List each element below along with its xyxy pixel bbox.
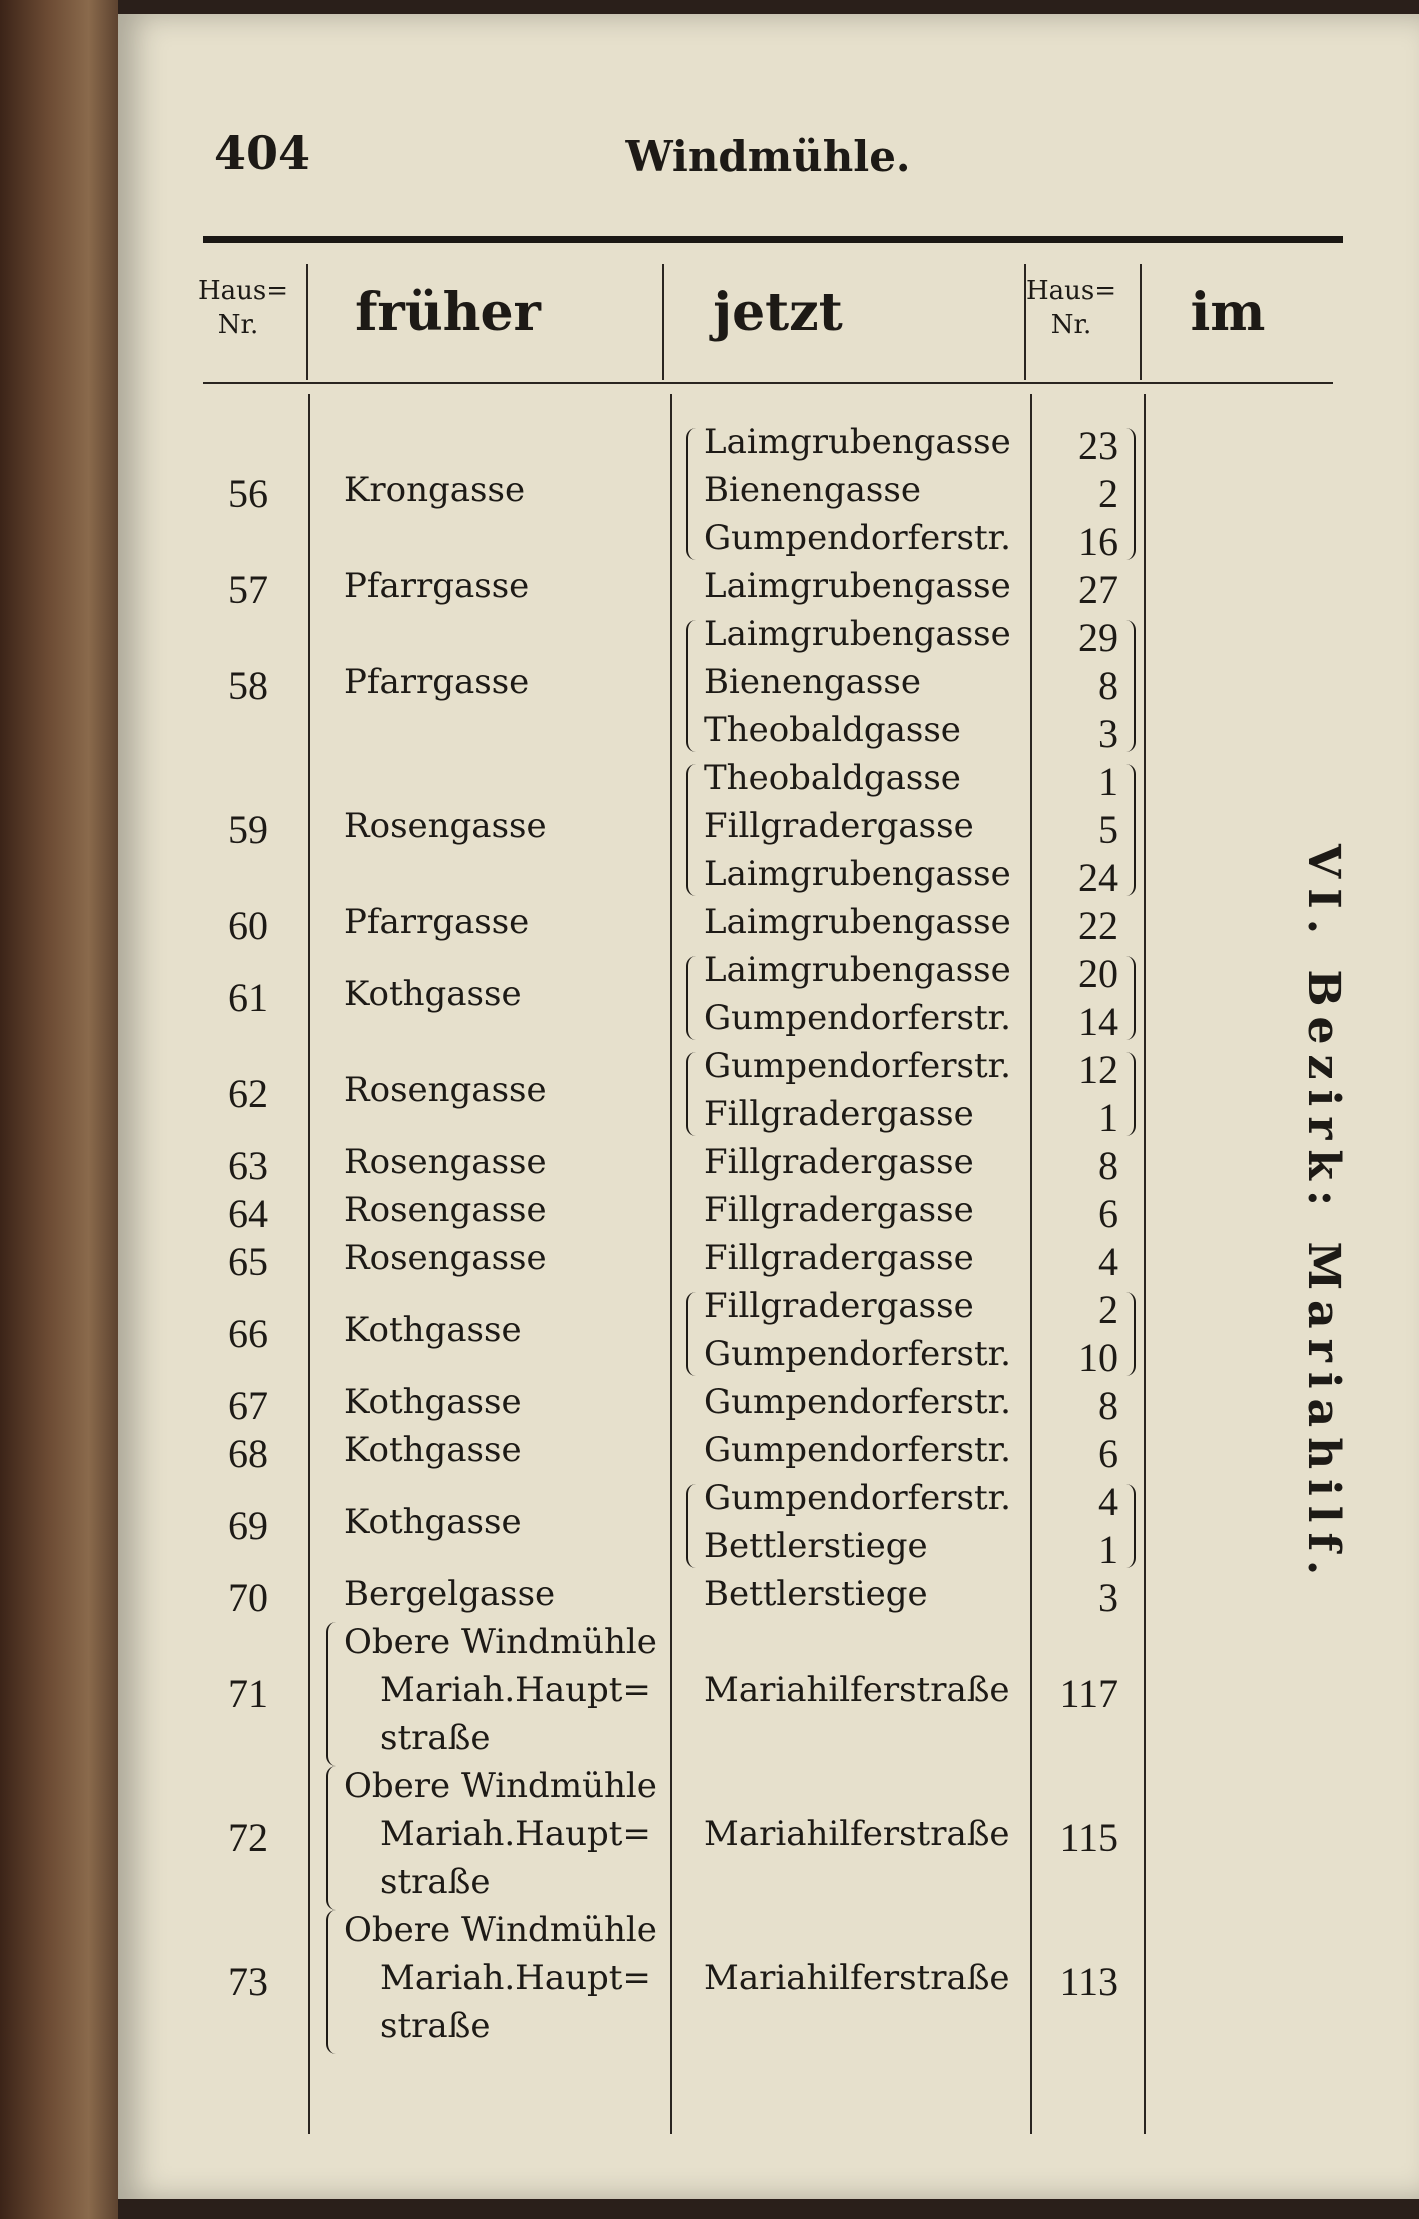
haus-number: 14 — [1078, 999, 1118, 1044]
haus-number: 22 — [1078, 903, 1118, 948]
haus-number: 1 — [1098, 1095, 1118, 1140]
row-number: 56 — [228, 471, 268, 516]
row-number: 68 — [228, 1431, 268, 1476]
jetzt-street: Laimgrubengasse — [704, 854, 1011, 894]
row-number: 67 — [228, 1383, 268, 1428]
haus-number: 1 — [1098, 1527, 1118, 1572]
haus-number: 3 — [1098, 1575, 1118, 1620]
frueher-street: Obere Windmühle — [344, 1910, 657, 1950]
brace-icon — [1126, 956, 1136, 1040]
frueher-street: Mariah.Haupt= — [380, 1670, 651, 1710]
frueher-street: Mariah.Haupt= — [380, 1814, 651, 1854]
row-number: 57 — [228, 567, 268, 612]
header-haus-label: Haus= — [198, 276, 289, 306]
brace-icon — [1126, 620, 1136, 752]
jetzt-street: Fillgradergasse — [704, 1286, 974, 1326]
haus-number: 10 — [1078, 1335, 1118, 1380]
header-haus-nr-right — [1026, 274, 1116, 342]
haus-number: 8 — [1098, 1143, 1118, 1188]
haus-number: 117 — [1059, 1671, 1118, 1716]
row-number: 70 — [228, 1575, 268, 1620]
haus-number: 6 — [1098, 1431, 1118, 1476]
jetzt-street: Fillgradergasse — [704, 1190, 974, 1230]
brace-icon — [1126, 1292, 1136, 1376]
page — [118, 14, 1419, 2199]
jetzt-street: Gumpendorferstr. — [704, 998, 1011, 1038]
header-im: im — [1190, 282, 1266, 343]
header-nr-label: Nr. — [1050, 310, 1092, 340]
frueher-street: straße — [380, 1718, 491, 1758]
frueher-street: Rosengasse — [344, 1190, 547, 1230]
jetzt-street: Gumpendorferstr. — [704, 518, 1011, 558]
jetzt-street: Fillgradergasse — [704, 1238, 974, 1278]
row-number: 71 — [228, 1671, 268, 1716]
brace-icon — [686, 428, 696, 560]
frueher-street: Rosengasse — [344, 1238, 547, 1278]
row-number: 58 — [228, 663, 268, 708]
jetzt-street: Mariahilferstraße — [704, 1958, 1010, 1998]
header-haus-label: Haus= — [1026, 276, 1117, 306]
header-nr-label: Nr. — [217, 310, 259, 340]
jetzt-street: Laimgrubengasse — [704, 950, 1011, 990]
row-number: 72 — [228, 1815, 268, 1860]
frueher-street: Pfarrgasse — [344, 662, 530, 702]
jetzt-street: Theobaldgasse — [704, 758, 961, 798]
row-number: 63 — [228, 1143, 268, 1188]
jetzt-street: Fillgradergasse — [704, 1142, 974, 1182]
jetzt-street: Bettlerstiege — [704, 1574, 928, 1614]
frueher-street: Kothgasse — [344, 1310, 522, 1350]
jetzt-street: Mariahilferstraße — [704, 1670, 1010, 1710]
haus-number: 2 — [1098, 1287, 1118, 1332]
column-divider — [1140, 264, 1142, 380]
brace-icon — [686, 1292, 696, 1376]
row-number: 60 — [228, 903, 268, 948]
haus-number: 29 — [1078, 615, 1118, 660]
jetzt-street: Fillgradergasse — [704, 1094, 974, 1134]
jetzt-street: Fillgradergasse — [704, 806, 974, 846]
frueher-street: Rosengasse — [344, 1070, 547, 1110]
jetzt-street: Gumpendorferstr. — [704, 1046, 1011, 1086]
row-number: 59 — [228, 807, 268, 852]
frueher-street: Kothgasse — [344, 1502, 522, 1542]
row-number: 61 — [228, 975, 268, 1020]
brace-icon — [1126, 764, 1136, 896]
jetzt-street: Laimgrubengasse — [704, 566, 1011, 606]
jetzt-street: Bienengasse — [704, 470, 921, 510]
row-number: 69 — [228, 1503, 268, 1548]
haus-number: 8 — [1098, 663, 1118, 708]
haus-number: 4 — [1098, 1239, 1118, 1284]
haus-number: 115 — [1059, 1815, 1118, 1860]
column-divider — [662, 264, 664, 380]
jetzt-street: Gumpendorferstr. — [704, 1382, 1011, 1422]
brace-icon — [326, 1766, 336, 1910]
column-divider — [1144, 394, 1146, 2134]
column-divider — [670, 394, 672, 2134]
haus-number: 5 — [1098, 807, 1118, 852]
frueher-street: Mariah.Haupt= — [380, 1958, 651, 1998]
header-frueher: früher — [355, 282, 541, 343]
frueher-street: straße — [380, 1862, 491, 1902]
column-divider — [308, 394, 310, 2134]
brace-icon — [686, 1052, 696, 1136]
haus-number: 6 — [1098, 1191, 1118, 1236]
jetzt-street: Bettlerstiege — [704, 1526, 928, 1566]
haus-number: 12 — [1078, 1047, 1118, 1092]
jetzt-street: Mariahilferstraße — [704, 1814, 1010, 1854]
haus-number: 3 — [1098, 711, 1118, 756]
book-edge — [0, 0, 118, 2219]
column-divider — [1030, 394, 1032, 2134]
frueher-street: Obere Windmühle — [344, 1622, 657, 1662]
header-jetzt: jetzt — [713, 282, 843, 343]
page-number: 404 — [214, 126, 311, 180]
frueher-street: Kothgasse — [344, 1382, 522, 1422]
jetzt-street: Gumpendorferstr. — [704, 1478, 1011, 1518]
frueher-street: Bergelgasse — [344, 1574, 556, 1614]
frueher-street: Rosengasse — [344, 806, 547, 846]
haus-number: 24 — [1078, 855, 1118, 900]
frueher-street: Obere Windmühle — [344, 1766, 657, 1806]
frueher-street: Rosengasse — [344, 1142, 547, 1182]
row-number: 66 — [228, 1311, 268, 1356]
row-number: 65 — [228, 1239, 268, 1284]
brace-icon — [686, 764, 696, 896]
jetzt-street: Theobaldgasse — [704, 710, 961, 750]
brace-icon — [326, 1910, 336, 2054]
frueher-street: Kothgasse — [344, 1430, 522, 1470]
jetzt-street: Gumpendorferstr. — [704, 1430, 1011, 1470]
side-label: VI. Bezirk: Mariahilf. — [1298, 844, 1349, 1586]
brace-icon — [686, 620, 696, 752]
brace-icon — [1126, 1052, 1136, 1136]
haus-number: 8 — [1098, 1383, 1118, 1428]
frueher-street: Pfarrgasse — [344, 566, 530, 606]
jetzt-street: Laimgrubengasse — [704, 422, 1011, 462]
haus-number: 1 — [1098, 759, 1118, 804]
frueher-street: Krongasse — [344, 470, 526, 510]
brace-icon — [686, 956, 696, 1040]
brace-icon — [326, 1622, 336, 1766]
header-haus-nr-left — [198, 274, 289, 342]
running-head: Windmühle. — [625, 132, 911, 181]
haus-number: 113 — [1059, 1959, 1118, 2004]
brace-icon — [1126, 1484, 1136, 1568]
jetzt-street: Bienengasse — [704, 662, 921, 702]
haus-number: 2 — [1098, 471, 1118, 516]
haus-number: 4 — [1098, 1479, 1118, 1524]
jetzt-street: Laimgrubengasse — [704, 614, 1011, 654]
frueher-street: straße — [380, 2006, 491, 2046]
jetzt-street: Gumpendorferstr. — [704, 1334, 1011, 1374]
brace-icon — [1126, 428, 1136, 560]
column-divider — [1024, 264, 1026, 380]
jetzt-street: Laimgrubengasse — [704, 902, 1011, 942]
row-number: 73 — [228, 1959, 268, 2004]
top-rule — [203, 236, 1343, 243]
brace-icon — [686, 1484, 696, 1568]
frueher-street: Pfarrgasse — [344, 902, 530, 942]
row-number: 62 — [228, 1071, 268, 1116]
haus-number: 27 — [1078, 567, 1118, 612]
haus-number: 23 — [1078, 423, 1118, 468]
column-divider — [306, 264, 308, 380]
row-number: 64 — [228, 1191, 268, 1236]
header-rule — [203, 382, 1333, 384]
frueher-street: Kothgasse — [344, 974, 522, 1014]
haus-number: 20 — [1078, 951, 1118, 996]
haus-number: 16 — [1078, 519, 1118, 564]
